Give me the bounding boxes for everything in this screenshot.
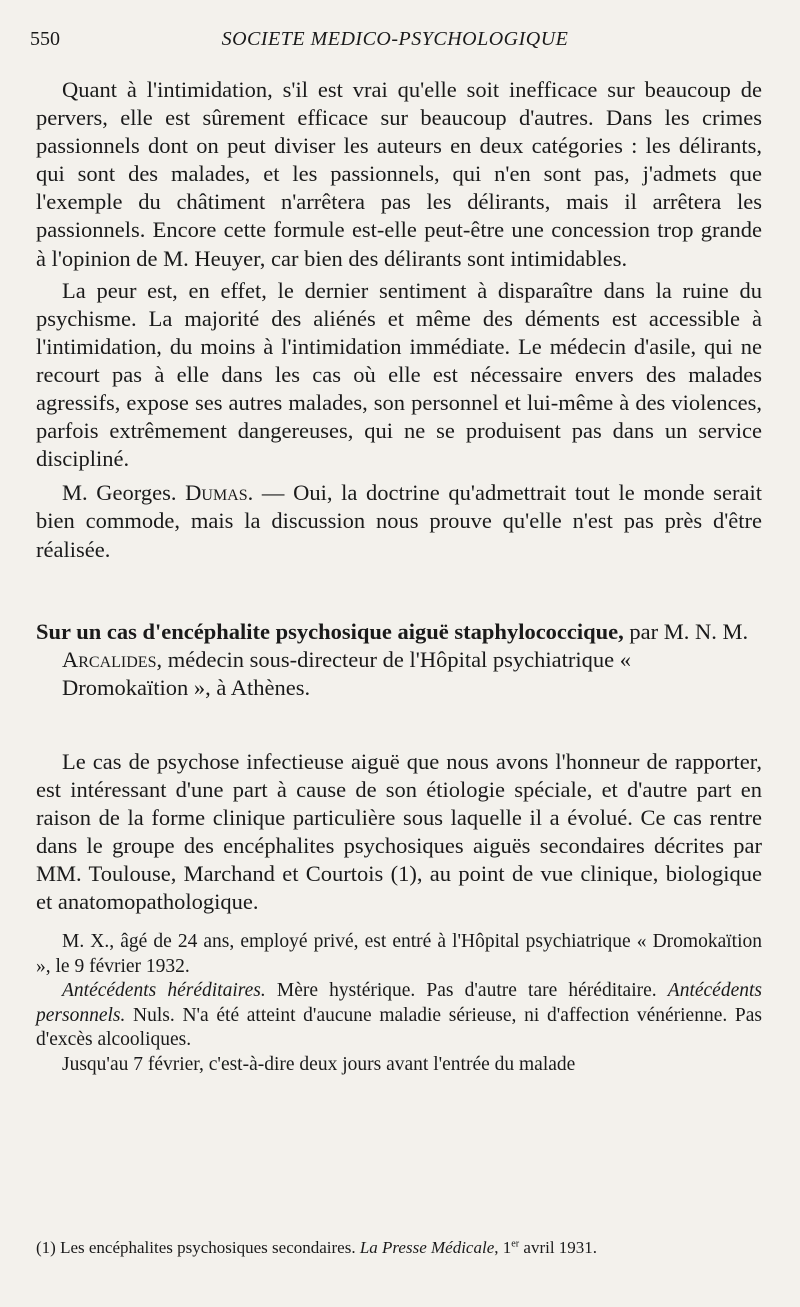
author-name: Arcalides (62, 646, 157, 672)
speaker-name: Dumas (185, 480, 248, 506)
paragraph-fear: La peur est, en effet, le dernier sentiment à disparaître dans la ruine du psychisme. La majorité des aliénés et même des déments est accessible à l'intimidation, du moins à l'intimidation immédiate. Le médecin d'asile, qui ne recourt pas à elle dans les cas où elle est nécessaire envers des malades agressifs, expose ses autres malades, son personnel et lui-même à des violences, parfois extrêmement dangereuses, qui ne se produisent pas dans un service discipliné. (36, 277, 762, 472)
case-history: Jusqu'au 7 février, c'est-à-dire deux jours avant l'entrée du malade (62, 1053, 576, 1075)
footnote-date-pre: , 1 (494, 1238, 512, 1257)
running-title: SOCIETE MEDICO-PSYCHOLOGIQUE (221, 28, 569, 50)
author-prefix: par M. N. M. (623, 618, 749, 644)
paragraph-intimidation: Quant à l'intimidation, s'il est vrai qu'elle soit inefficace sur beaucoup de pervers, elle est sûrement efficace sur beaucoup d'autres. Dans les crimes passionnels dont on peut diviser les auteurs en deux catégories : les délirants, qui sont des malades, et les passionnels, qui n'en sont pas, j'admets que l'exemple du châtiment n'arrêtera pas les délirants, mais il arrêtera les passionnels. Encore cette formule est-elle peut-être une concession trop grande à l'opinion de M. Heuyer, car bien des délirants sont intimidables. (36, 77, 762, 271)
personal-label: Antécédents personnels. (36, 980, 763, 1026)
footnote-date-sup: er (511, 1238, 520, 1250)
hereditary-label: Antécédents héréditaires. (62, 980, 266, 1002)
personal-text: Nuls. N'a été atteint d'aucune maladie sérieuse, ni d'affection vénérienne. Pas d'excès alcooliques. (36, 1004, 762, 1051)
author-affiliation: , médecin sous-directeur de l'Hôpital psychiatrique « Dromokaïtion », à Athènes. (62, 646, 632, 700)
footnote-journal: La Presse Médicale (359, 1238, 495, 1257)
article-heading (36, 618, 762, 702)
page-body (36, 76, 762, 1077)
reply-text: . — Oui, la doctrine qu'admettrait tout le monde serait bien commode, mais la discussion nous prouve qu'elle n'est pas près d'être réalisée. (36, 480, 763, 562)
case-antecedents (36, 979, 762, 1053)
hereditary-text: Mère hystérique. Pas d'autre tare héréditaire. (265, 980, 668, 1002)
footnote-date-post: avril 1931. (519, 1238, 598, 1257)
paragraph-dumas-reply (36, 479, 762, 563)
footnote (36, 1237, 762, 1258)
page-number: 550 (30, 28, 60, 50)
article-intro: Le cas de psychose infectieuse aiguë que nous avons l'honneur de rapporter, est intéressant d'une part à cause de son étiologie spéciale, et d'autre part en raison de la forme clinique particulière sous laquelle il a évolué. Ce cas rentre dans le groupe des encéphalites psychosiques aiguës secondaires décrites par MM. Toulouse, Marchand et Courtois (1), au point de vue clinique, biologique et anatomopathologique. (36, 748, 762, 915)
page-header (30, 28, 760, 58)
footnote-text: (1) Les encéphalites psychosiques secondaires. (36, 1238, 360, 1257)
case-admission: M. X., âgé de 24 ans, employé privé, est entré à l'Hôpital psychiatrique « Dromokaïtion », le 9 février 1932. (36, 931, 762, 977)
speaker-prefix: M. Georges. (62, 480, 186, 506)
article-title: Sur un cas d'encéphalite psychosique aiguë staphylococcique, (36, 618, 624, 644)
